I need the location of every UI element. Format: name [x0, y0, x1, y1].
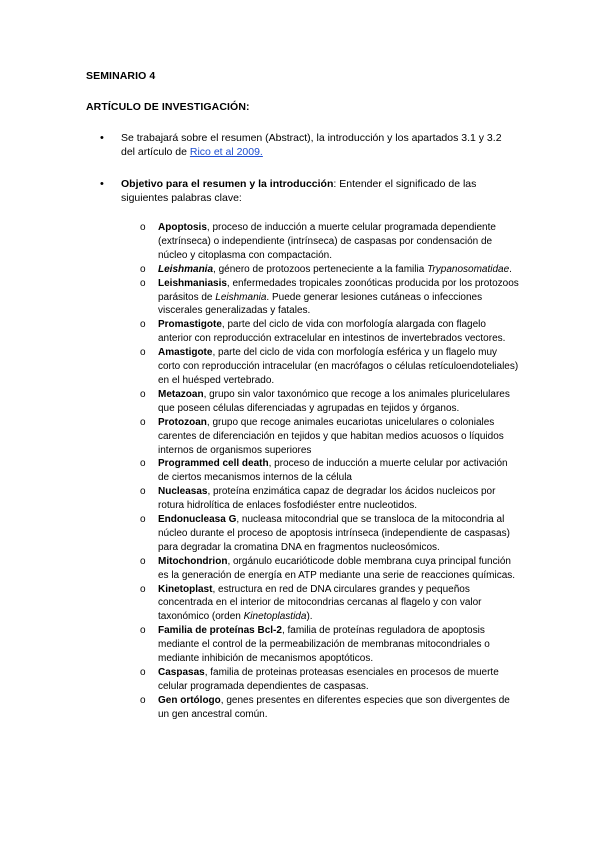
term: Protozoan: [158, 416, 207, 428]
bullet-dot-icon: •: [100, 178, 104, 190]
circle-bullet-icon: o: [140, 583, 146, 595]
bullet-abstract-body: Se trabajará sobre el resumen (Abstract), la introducción y los apartados 3.1 y 3.2 del artículo de: [121, 132, 502, 158]
definition: , parte del ciclo de vida con morfología esférica y un flagelo muy corto con reproducción intracelular (en macrófagos o células retículoendoteliales) en el huésped vertebrado.: [158, 347, 519, 386]
circle-bullet-icon: o: [140, 347, 146, 359]
definition: , proceso de inducción a muerte celular programada dependiente (extrínseca) o independiente (intrínseca) de caspasas por condensación de núcleo y citoplasma con compactación.: [158, 222, 496, 261]
list-item: [140, 485, 520, 513]
definition: , enfermedades tropicales zoonóticas producida por los protozoos parásitos de: [158, 277, 519, 303]
article-link[interactable]: Rico et al 2009.: [189, 146, 263, 158]
list-item: [140, 513, 520, 555]
definition: , género de protozoos perteneciente a la familia: [213, 263, 428, 275]
definition: , grupo que recoge animales eucariotas unicelulares o coloniales carentes de diferenciación en tejidos y que habitan medios acuosos o líquidos internos de organismos superiores: [158, 416, 504, 456]
list-item: [140, 346, 520, 388]
list-item: [140, 583, 520, 625]
definition-italic: Leishmania: [215, 291, 267, 303]
keyword-list: [140, 221, 520, 722]
definition-end: .: [509, 263, 512, 275]
term: Caspasas: [158, 667, 205, 678]
definition-end: . Puede generar lesiones cutáneas o infecciones viscerales generalizadas y fatales.: [158, 291, 483, 317]
definition: , proceso de inducción a muerte celular por activación de ciertos mecanismos internos de la célula: [158, 458, 508, 484]
circle-bullet-icon: o: [140, 222, 146, 233]
section-heading: ARTÍCULO DE INVESTIGACIÓN:: [86, 101, 250, 113]
circle-bullet-icon: o: [140, 458, 146, 470]
definition-end: ).: [306, 611, 313, 623]
definition: , grupo sin valor taxonómico que recoge a los animales pluricelulares que poseen células diferenciadas y agrupadas en tejidos y órganos.: [158, 388, 510, 414]
circle-bullet-icon: o: [140, 416, 146, 428]
circle-bullet-icon: o: [140, 625, 146, 637]
list-item: [140, 555, 520, 583]
definition-italic: Trypanosomatidae: [427, 263, 510, 275]
bullet-objective-text: [121, 177, 515, 205]
objective-label: Objetivo para el resumen y la introducción: [121, 178, 334, 190]
circle-bullet-icon: o: [140, 667, 146, 678]
circle-bullet-icon: o: [140, 486, 146, 498]
term: Mitochondrion: [158, 555, 228, 567]
bullet-abstract-text: [121, 131, 515, 159]
term: Nucleasas: [158, 486, 208, 498]
term: Programmed cell death: [158, 458, 269, 470]
definition: , nucleasa mitocondrial que se transloca de la mitocondria al núcleo durante el proceso de apoptosis intrínseca (independiente de caspasas) para degradar la cromatina DNA en fragmentos nucleosómicos.: [158, 514, 510, 553]
list-item: [140, 221, 520, 263]
bullet-abstract: [100, 131, 515, 159]
term: Promastigote: [158, 319, 222, 331]
list-item: [140, 624, 520, 666]
bullet-dot-icon: •: [100, 132, 104, 144]
bullet-objective: [100, 177, 515, 205]
definition: , estructura en red de DNA circulares grandes y pequeños concentrada en el interior de mitocondrias cercanas al flagelo y con valor taxonómico (orden: [158, 583, 482, 623]
list-item: [140, 263, 520, 277]
term: Metazoan: [158, 388, 204, 400]
list-item: [140, 457, 520, 485]
term: Amastigote: [158, 347, 213, 359]
circle-bullet-icon: o: [140, 319, 146, 331]
circle-bullet-icon: o: [140, 277, 146, 289]
term: Leishmania: [158, 263, 214, 275]
term: Gen ortólogo: [158, 694, 221, 706]
term: Apoptosis: [158, 222, 207, 233]
term: Leishmaniasis: [158, 277, 227, 289]
definition-italic: Kinetoplastida: [243, 611, 307, 623]
list-item: [140, 388, 520, 416]
list-item: [140, 694, 520, 722]
list-item: [140, 416, 520, 458]
circle-bullet-icon: o: [140, 555, 146, 567]
term: Familia de proteínas Bcl-2: [158, 625, 282, 637]
circle-bullet-icon: o: [140, 694, 146, 706]
list-item: [140, 666, 520, 694]
definition: , genes presentes en diferentes especies que son divergentes de un gen ancestral común.: [158, 694, 510, 720]
definition: , familia de proteínas reguladora de apoptosis mediante el control de la permeabilización de membranas mitocondriales o mediante inhibición de mecanismos apoptóticos.: [158, 625, 490, 665]
list-item: [140, 318, 520, 346]
circle-bullet-icon: o: [140, 514, 146, 526]
objective-body: : Entender el significado de las siguientes palabras clave:: [121, 178, 477, 204]
term: Kinetoplast: [158, 583, 213, 595]
definition: , parte del ciclo de vida con morfología alargada con flagelo anterior con reproducción extracelular en intestinos de invertebrados vectores.: [158, 319, 506, 345]
list-item: [140, 277, 520, 319]
term: Endonucleasa G: [158, 514, 237, 526]
definition: , orgánulo eucarióticode doble membrana cuya principal función es la generación de energía en ATP mediante una serie de reacciones químicas.: [158, 555, 516, 581]
circle-bullet-icon: o: [140, 263, 146, 275]
circle-bullet-icon: o: [140, 388, 146, 400]
definition: , proteína enzimática capaz de degradar los ácidos nucleicos por rotura hidrolítica de enlaces fosfodiéster entre nucleotidos.: [158, 486, 496, 512]
definition: , familia de proteinas proteasas esenciales en procesos de muerte celular programada dependientes de caspasas.: [158, 667, 499, 692]
page-title: SEMINARIO 4: [86, 70, 156, 82]
